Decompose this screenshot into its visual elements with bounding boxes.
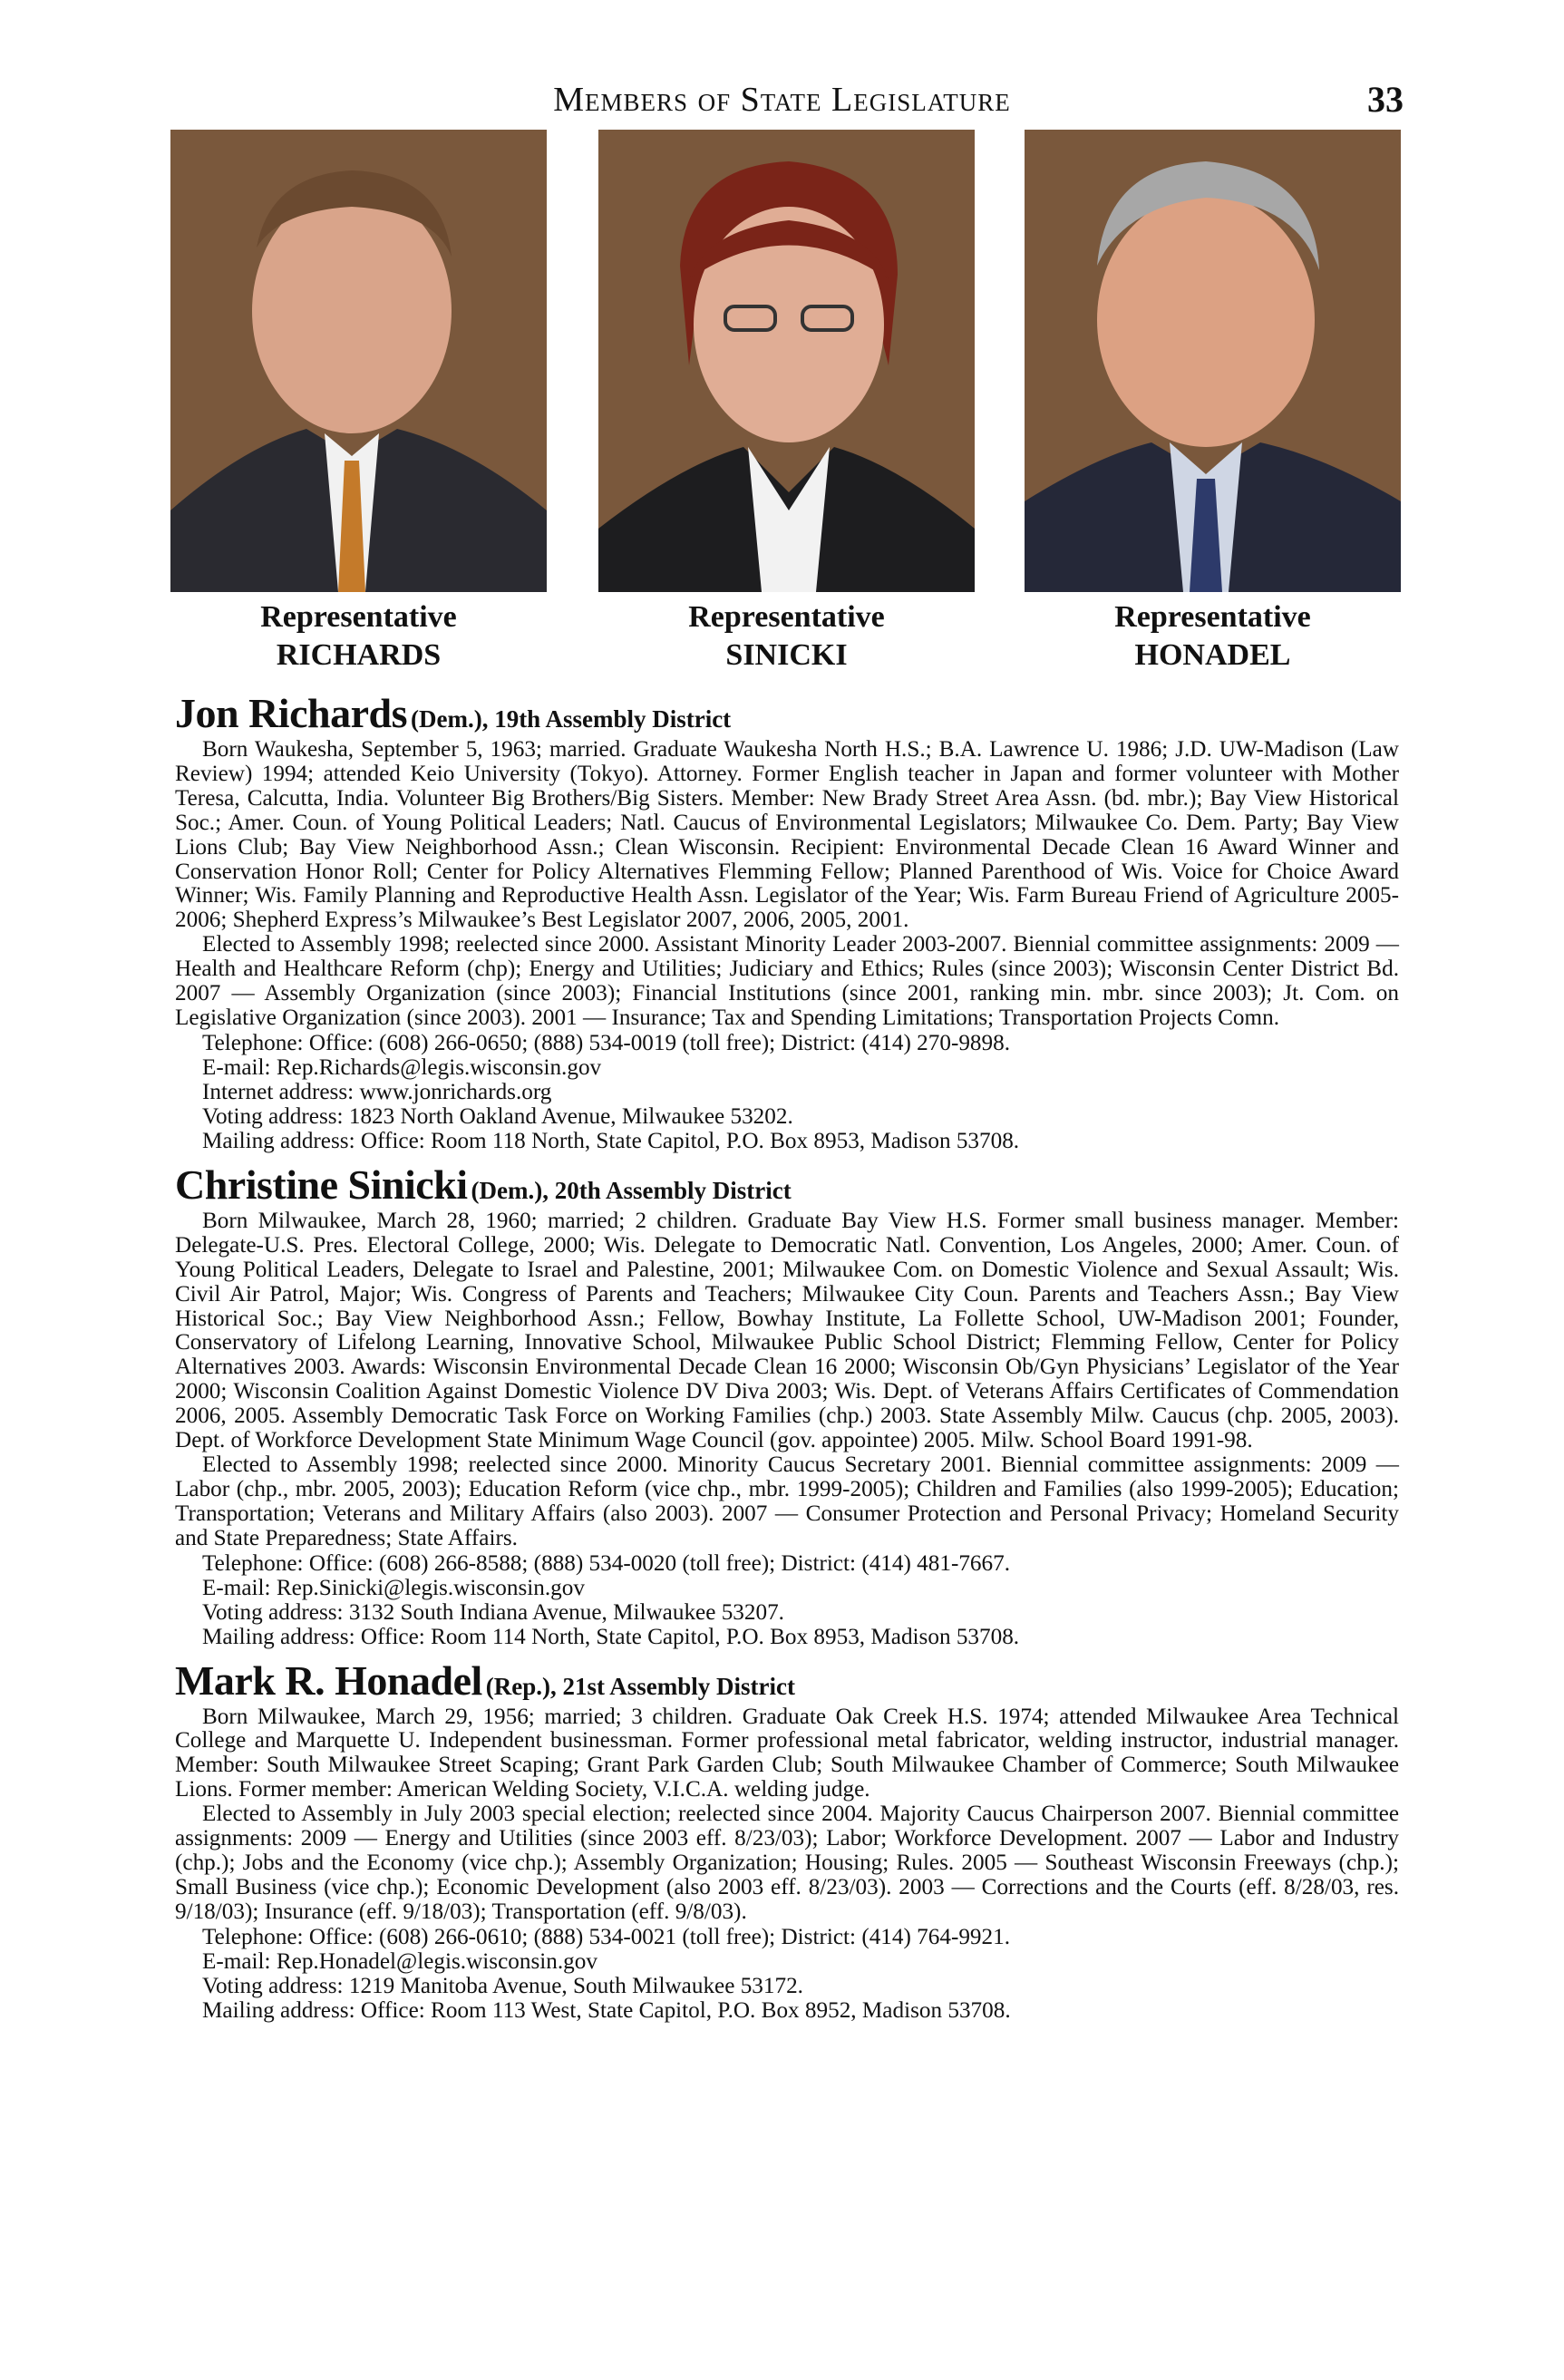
portrait-honadel	[1025, 130, 1401, 592]
member-name: Jon Richards	[175, 690, 407, 736]
bio-background: Born Milwaukee, March 28, 1960; married; 2 children. Graduate Bay View H.S. Former small business manager. Member: Delegate-U.S. Pres. Electoral College, 2000; Wis. Delegate to Democratic Natl. Convention, Los Angeles, 2000; Amer. Coun. of Young Political Leaders, Delegate to Israel and Palestine, 2001; Milwaukee Com. on Domestic Violence and Sexual Assault; Wis. Civil Air Patrol, Major; Wis. Congress of Parents and Teachers; Milwaukee City Coun. Parents and Teachers Assn.; Bay View Historical Soc.; Bay View Neighborhood Assn.; Fellow, Bowhay Institute, La Follette School, UW-Madison 2001; Founder, Conservatory of Lifelong Learning, Innovative School, Milwaukee Public School District; Flemming Fellow, Center for Policy Alternatives 2003. Awards: Wisconsin Environmental Decade Clean 16 2000; Wisconsin Ob/Gyn Physicians’ Legislator of the Year 2000; Wisconsin Coalition Against Domestic Violence DV Diva 2003; Wis. Dept. of Veterans Affairs Certificates of Commendation 2006, 2005. Assembly Democratic Task Force on Working Families (chp.) 2003. State Assembly Milw. Caucus (chp. 2005, 2003). Dept. of Workforce Development State Minimum Wage Council (gov. appointee) 2005. Milw. School Board 1991-98.	[175, 1208, 1399, 1453]
biographies	[175, 689, 1399, 2030]
contact-voting-address: Voting address: 3132 South Indiana Avenue, Milwaukee 53207.	[202, 1599, 784, 1625]
contact-mailing-address: Mailing address: Office: Room 113 West, State Capitol, P.O. Box 8952, Madison 53708.	[202, 1997, 1011, 2023]
caption-surname: SINICKI	[725, 638, 848, 672]
caption-richards	[170, 598, 547, 675]
bio-service: Elected to Assembly in July 2003 special election; reelected since 2004. Majority Caucus Chairperson 2007. Biennial committee assignments: 2009 — Energy and Utilities (since 2003 eff. 8/23/03); Labor; Workforce Development. 2007 — Labor and Industry (chp.); Jobs and the Economy (vice chp.); Assembly Organization; Housing; Rules. 2005 — Southeast Wisconsin Freeways (chp.); Small Business (vice chp.); Economic Development (also 2003 eff. 8/23/03). 2003 — Corrections and the Courts (eff. 8/28/03, res. 9/18/03); Insurance (eff. 9/18/03); Transportation (eff. 9/8/03).	[175, 1802, 1399, 1924]
bio-background: Born Waukesha, September 5, 1963; married. Graduate Waukesha North H.S.; B.A. Lawrence U. 1986; J.D. UW-Madison (Law Review) 1994; attended Keio University (Tokyo). Attorney. Former English teacher in Japan and former volunteer with Mother Teresa, Calcutta, India. Volunteer Big Brothers/Big Sisters. Member: New Brady Street Area Assn. (bd. mbr.); Bay View Historical Soc.; Amer. Coun. of Young Political Leaders; Natl. Caucus of Environmental Legislators; Milwaukee Co. Dem. Party; Bay View Lions Club; Bay View Neighborhood Assn.; Clean Wisconsin. Recipient: Environmental Decade Clean 16 Award Winner and Conservation Honor Roll; Center for Policy Alternatives Flemming Fellow; Planned Parenthood of Wis. Voice for Choice Award Winner; Wis. Family Planning and Reproductive Health Assn. Legislator of the Year; Wis. Farm Bureau Friend of Agriculture 2005-2006; Shepherd Express’s Milwaukee’s Best Legislator 2007, 2006, 2005, 2001.	[175, 737, 1399, 933]
running-head: Members of State Legislature	[553, 81, 1011, 119]
bio-heading	[175, 1656, 1399, 1705]
caption-surname: HONADEL	[1134, 638, 1291, 672]
portrait-row	[170, 130, 1401, 592]
bio-sinicki	[175, 1161, 1399, 1649]
bio-heading	[175, 689, 1399, 738]
caption-title: Representative	[688, 600, 885, 634]
contact-voting-address: Voting address: 1219 Manitoba Avenue, South Milwaukee 53172.	[202, 1973, 803, 1998]
contact-email: E-mail: Rep.Honadel@legis.wisconsin.gov	[202, 1948, 597, 1974]
caption-title: Representative	[1114, 600, 1311, 634]
bio-heading	[175, 1161, 1399, 1209]
bio-service: Elected to Assembly 1998; reelected since 2000. Assistant Minority Leader 2003-2007. Biennial committee assignments: 2009 — Health and Healthcare Reform (chp); Energy and Utilities; Judiciary and Ethics; Rules (since 2003); Wisconsin Center District Bd. 2007 — Assembly Organization (since 2003); Financial Institutions (since 2001, ranking min. mbr. since 2003); Jt. Com. on Legislative Organization (since 2003). 2001 — Insurance; Tax and Spending Limitations; Transportation Projects Comn.	[175, 932, 1399, 1030]
bio-background: Born Milwaukee, March 29, 1956; married; 3 children. Graduate Oak Creek H.S. 1974; attended Milwaukee Area Technical College and Marquette U. Independent businessman. Former professional metal fabricator, welding instructor, industrial manager. Member: South Milwaukee Street Scaping; Grant Park Garden Club; South Milwaukee Chamber of Commerce; South Milwaukee Lions. Former member: American Welding Society, V.I.C.A. welding judge.	[175, 1704, 1399, 1802]
contact-email: E-mail: Rep.Sinicki@legis.wisconsin.gov	[202, 1575, 585, 1600]
portrait-richards	[170, 130, 547, 592]
contact-telephone: Telephone: Office: (608) 266-0650; (888) 534-0019 (toll free); District: (414) 270-9898.	[202, 1030, 1011, 1055]
member-party-district: (Dem.), 19th Assembly District	[410, 705, 732, 733]
contact-telephone: Telephone: Office: (608) 266-8588; (888) 534-0020 (toll free); District: (414) 481-7667.	[202, 1550, 1011, 1576]
member-name: Christine Sinicki	[175, 1161, 468, 1208]
contact-website: Internet address: www.jonrichards.org	[202, 1079, 552, 1104]
caption-surname: RICHARDS	[276, 638, 442, 672]
bio-service: Elected to Assembly 1998; reelected since 2000. Minority Caucus Secretary 2001. Biennial committee assignments: 2009 — Labor (chp., mbr. 2005, 2003); Education Reform (vice chp., mbr. 1999-2005); Children and Families (also 1999-2005); Education; Transportation; Veterans and Military Affairs (also 2003). 2007 — Consumer Protection and Personal Privacy; Homeland Security and State Preparedness; State Affairs.	[175, 1452, 1399, 1550]
page-number: 33	[1367, 79, 1404, 120]
bio-honadel	[175, 1656, 1399, 2023]
member-name: Mark R. Honadel	[175, 1656, 482, 1704]
caption-honadel	[1025, 598, 1401, 675]
member-party-district: (Dem.), 20th Assembly District	[471, 1176, 792, 1204]
member-party-district: (Rep.), 21st Assembly District	[485, 1672, 795, 1700]
contact-email: E-mail: Rep.Richards@legis.wisconsin.gov	[202, 1054, 602, 1080]
contact-telephone: Telephone: Office: (608) 266-0610; (888) 534-0021 (toll free); District: (414) 764-9921.	[202, 1924, 1011, 1949]
caption-title: Representative	[260, 600, 457, 634]
contact-voting-address: Voting address: 1823 North Oakland Avenue, Milwaukee 53202.	[202, 1103, 793, 1129]
portrait-sinicki	[598, 130, 975, 592]
contact-mailing-address: Mailing address: Office: Room 114 North, State Capitol, P.O. Box 8953, Madison 53708.	[202, 1624, 1020, 1649]
bio-richards	[175, 689, 1399, 1153]
caption-sinicki	[598, 598, 975, 675]
contact-mailing-address: Mailing address: Office: Room 118 North, State Capitol, P.O. Box 8953, Madison 53708.	[202, 1128, 1020, 1153]
